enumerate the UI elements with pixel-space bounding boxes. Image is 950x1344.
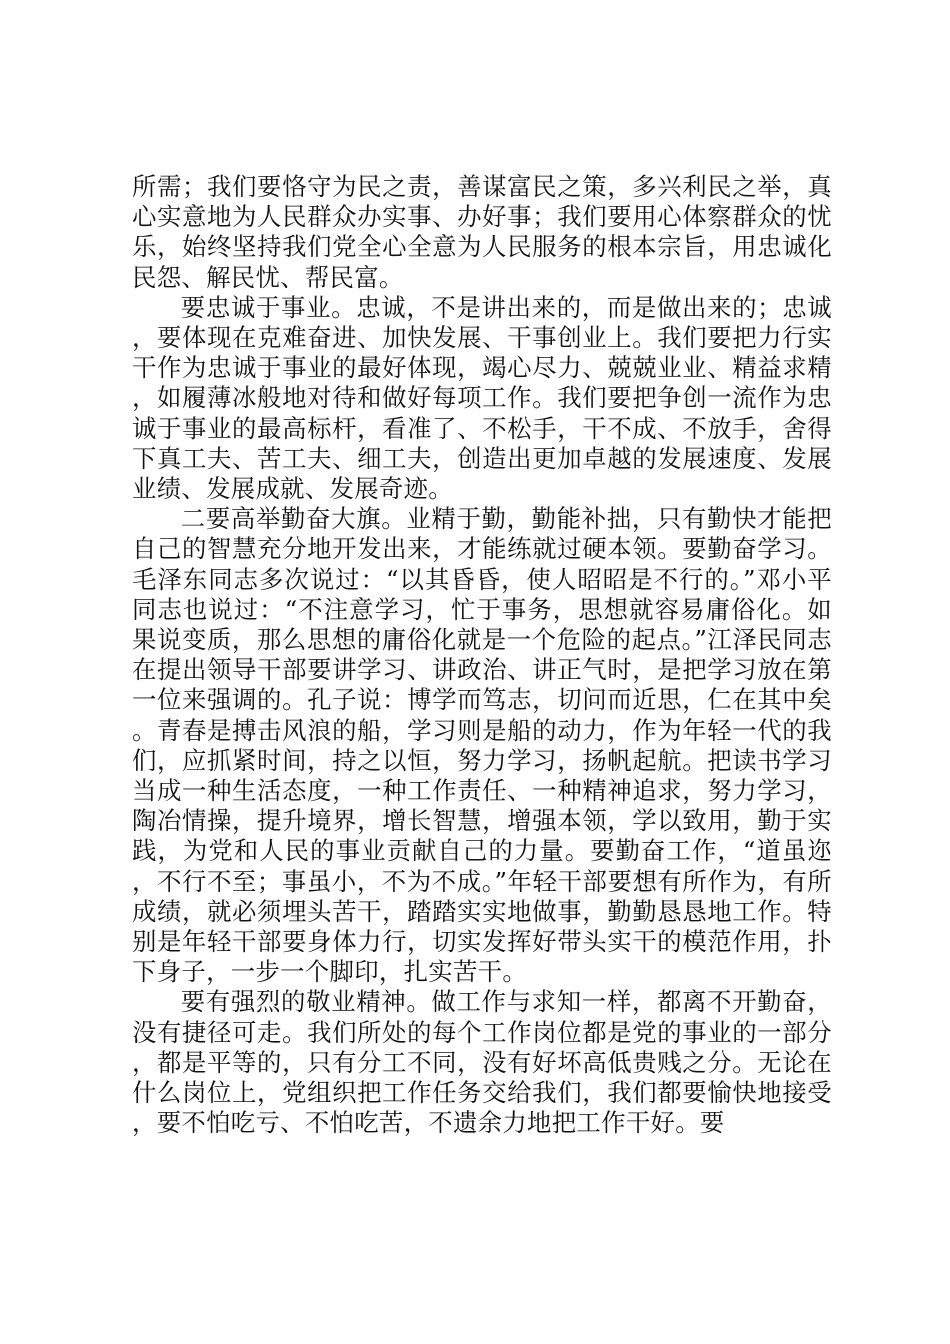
paragraph-2: 要忠诚于事业。忠诚，不是讲出来的，而是做出来的；忠诚，要体现在克难奋进、加快发展、干事创业上。我们要把力行实干作为忠诚于事业的最好体现，竭心尽力、兢兢业业、精益求精，如履薄冰般地对待和做好每项工作。我们要把争创一流作为忠诚于事业的最高标杆，看准了、不松手，干不成、不放手，舍得下真工夫、苦工夫、细工夫，创造出更加卓越的发展速度、发展业绩、发展成就、发展奇迹。	[132, 292, 832, 504]
paragraph-3: 二要高举勤奋大旗。业精于勤，勤能补拙，只有勤快才能把自己的智慧充分地开发出来，才能练就过硬本领。要勤奋学习。毛泽东同志多次说过：“以其昏昏，使人昭昭是不行的。”邓小平同志也说过：“不注意学习，忙于事务，思想就容易庸俗化。如果说变质，那么思想的庸俗化就是一个危险的起点。”江泽民同志在提出领导干部要讲学习、讲政治、讲正气时，是把学习放在第一位来强调的。孔子说：博学而笃志，切问而近思，仁在其中矣。青春是搏击风浪的船，学习则是船的动力，作为年轻一代的我们，应抓紧时间，持之以恒，努力学习，扬帆起航。把读书学习当成一种生活态度，一种工作责任、一种精神追求，努力学习，陶冶情操，提升境界，增长智慧，增强本领，学以致用，勤于实践，为党和人民的事业贡献自己的力量。要勤奋工作，“道虽迩，不行不至；事虽小，不为不成。”年轻干部要想有所作为，有所成绩，就必须埋头苦干，踏踏实实地做事，勤勤恳恳地工作。特别是年轻干部要身体力行，切实发挥好带头实干的模范作用，扑下身子，一步一个脚印，扎实苦干。	[132, 504, 832, 987]
document-body	[132, 172, 832, 1139]
paragraph-4: 要有强烈的敬业精神。做工作与求知一样，都离不开勤奋，没有捷径可走。我们所处的每个工作岗位都是党的事业的一部分，都是平等的，只有分工不同，没有好坏高低贵贱之分。无论在什么岗位上，党组织把工作任务交给我们，我们都要愉快地接受，要不怕吃亏、不怕吃苦，不遗余力地把工作干好。要	[132, 987, 832, 1138]
paragraph-1: 所需；我们要恪守为民之责，善谋富民之策，多兴利民之举，真心实意地为人民群众办实事、办好事；我们要用心体察群众的忧乐，始终坚持我们党全心全意为人民服务的根本宗旨，用忠诚化民怨、解民忧、帮民富。	[132, 172, 832, 292]
